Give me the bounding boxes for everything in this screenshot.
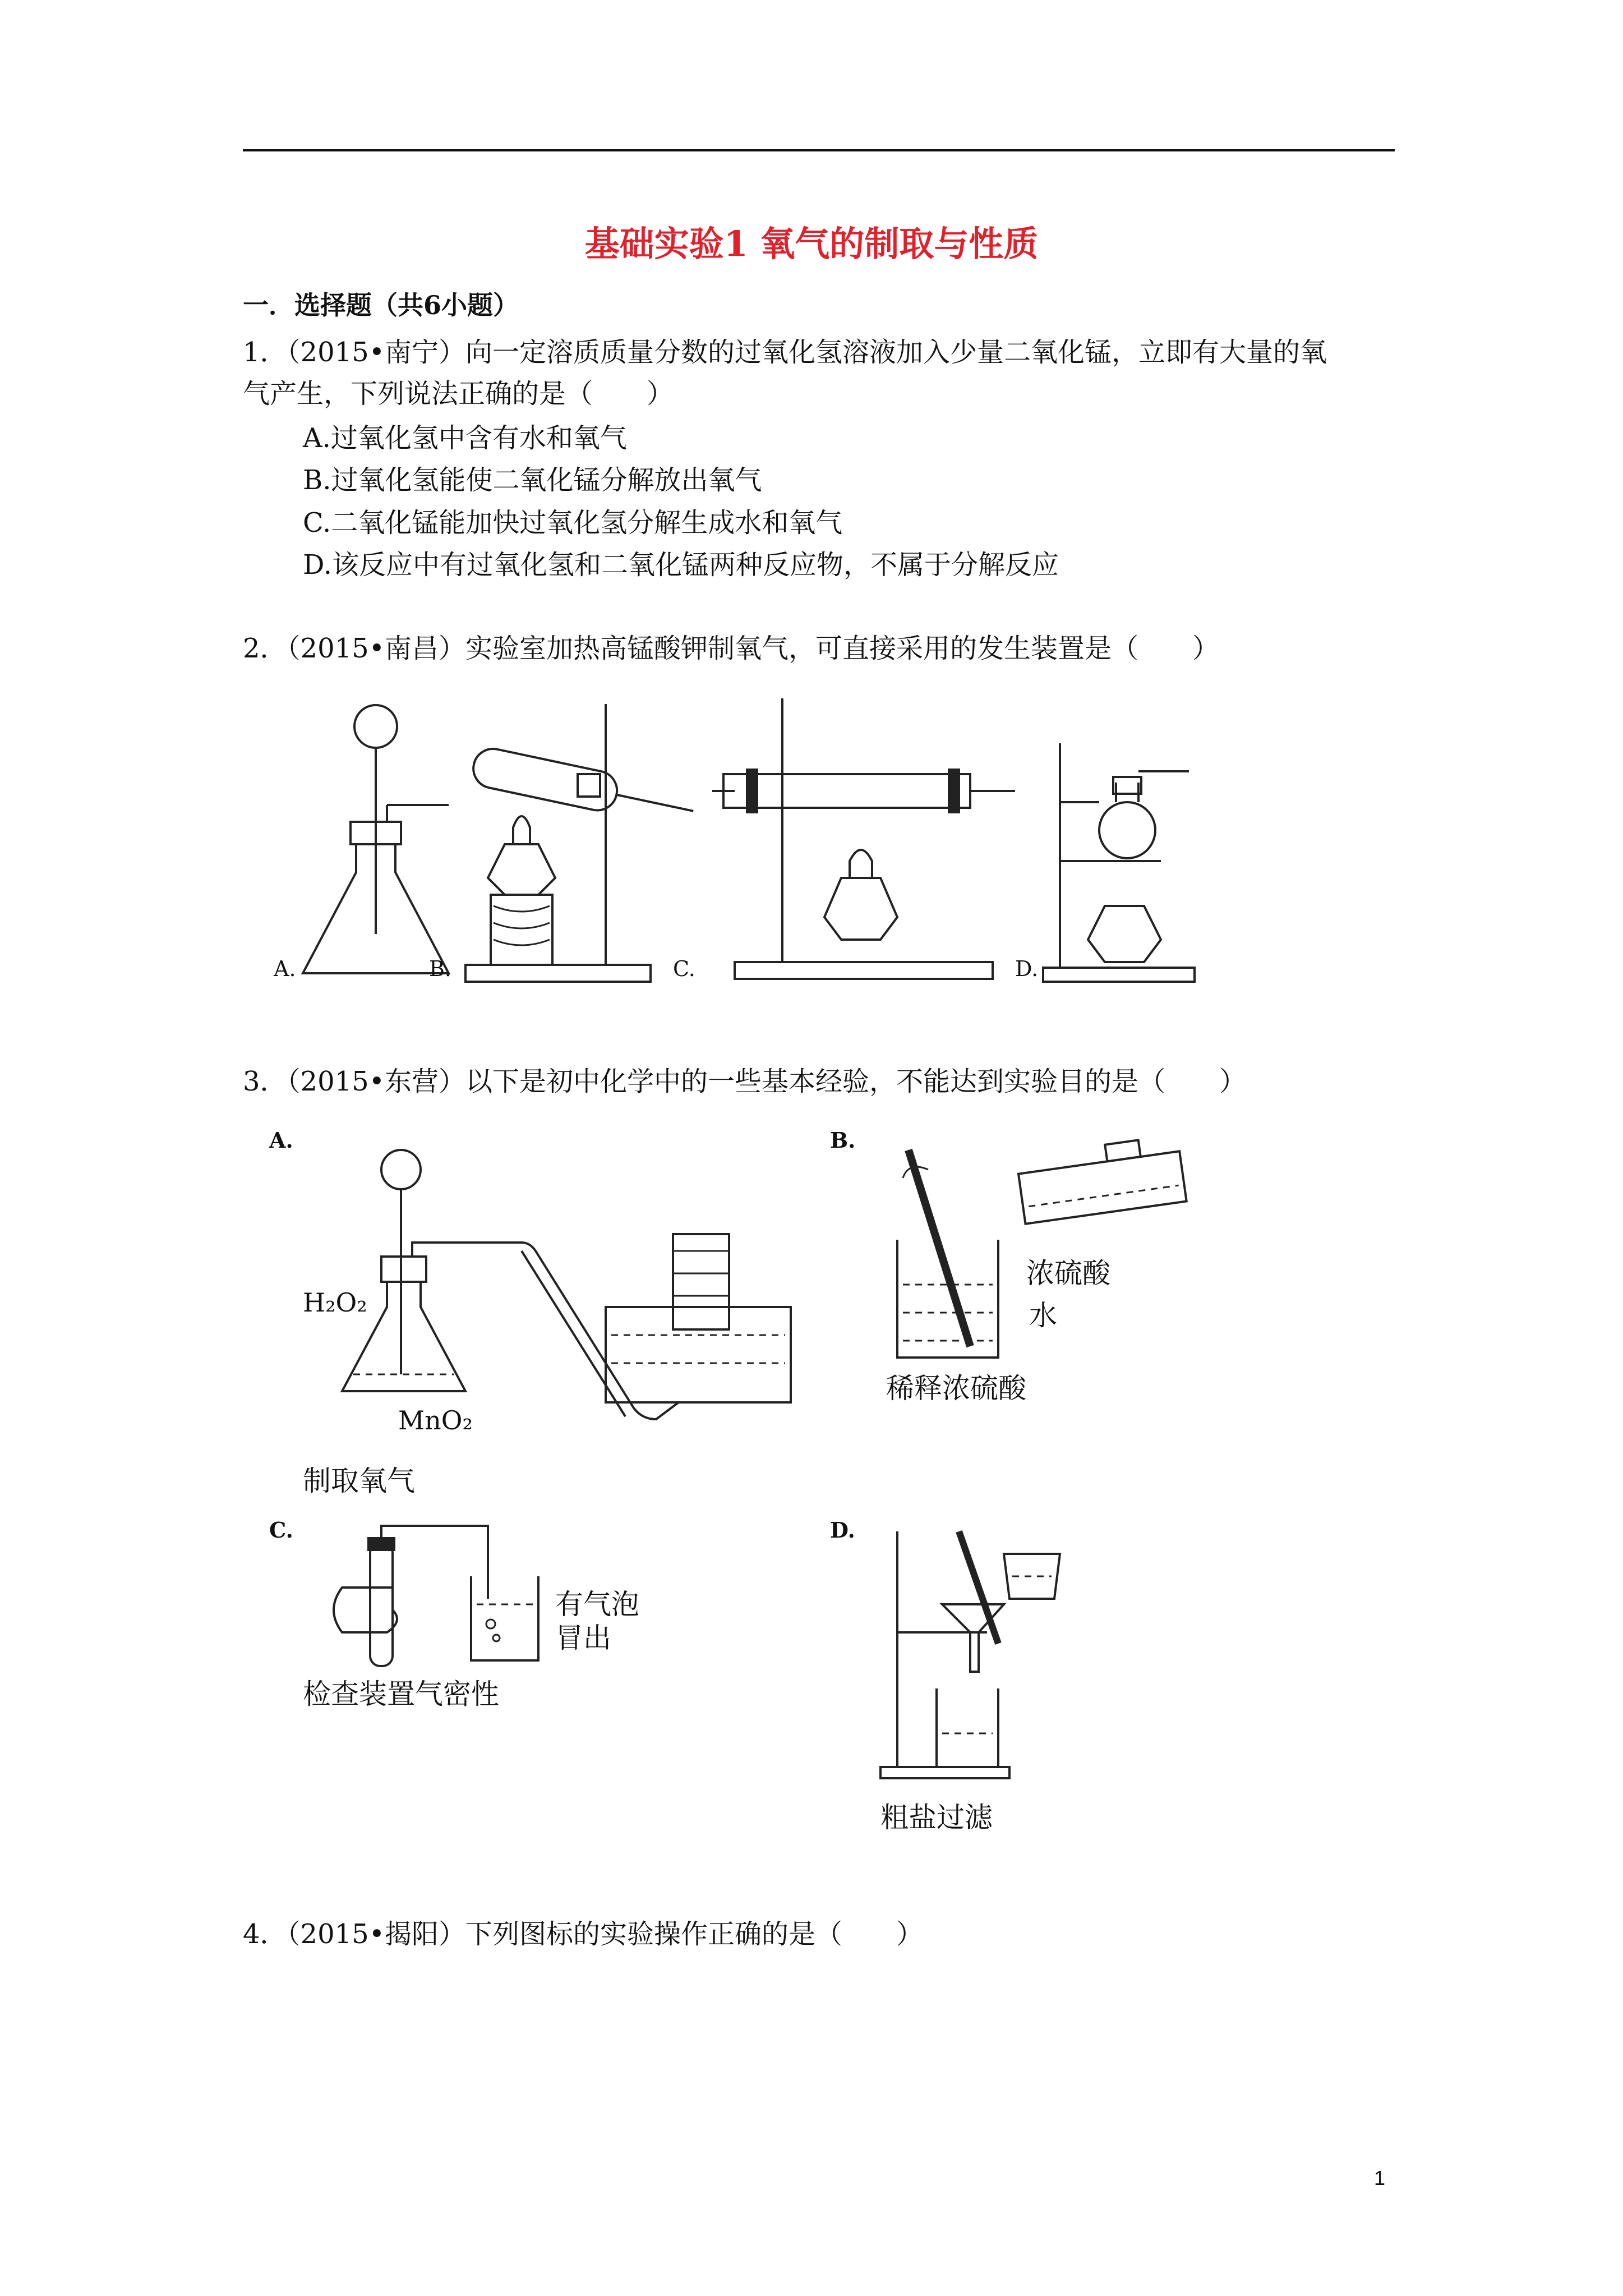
- question-3-figure: [241, 1116, 1251, 1857]
- q3c-caption: 检查装置气密性: [303, 1678, 499, 1710]
- question-1-option-a[interactable]: A.过氧化氢中含有水和氧气: [303, 422, 627, 454]
- q2-label-b: B.: [429, 956, 452, 981]
- question-1-line-1: 1．（2015•南宁）向一定溶质质量分数的过氧化氢溶液加入少量二氧化锰，立即有大量的氧: [243, 337, 1327, 368]
- question-1-option-b[interactable]: B.过氧化氢能使二氧化锰分解放出氧气: [303, 464, 762, 496]
- alcohol-lamp-icon: [460, 693, 701, 984]
- question-1-option-d[interactable]: D.该反应中有过氧化氢和二氧化锰两种反应物，不属于分解反应: [303, 549, 1059, 581]
- section-heading: 一．选择题（共6小题）: [243, 290, 519, 320]
- q3d-label: D.: [830, 1517, 855, 1543]
- question-4-line-1: 4．（2015•揭阳）下列图标的实验操作正确的是（ ）: [243, 1918, 924, 1950]
- q3c-bubbles-2: 冒出: [555, 1622, 611, 1654]
- q3b-label: B.: [830, 1128, 856, 1153]
- q2-label-c: C.: [673, 956, 695, 981]
- q3b-acid: 浓硫酸: [1026, 1257, 1110, 1290]
- question-2-figure: [269, 693, 1223, 990]
- question-1-option-c[interactable]: C.二氧化锰能加快过氧化氢分解生成水和氧气: [303, 507, 843, 539]
- page-number: 1: [1374, 2166, 1386, 2189]
- funnel-icon: [880, 1520, 1105, 1789]
- q3b-water: 水: [1029, 1299, 1057, 1332]
- question-1-line-2: 气产生，下列说法正确的是（ ）: [243, 378, 674, 409]
- q3c-label: C.: [269, 1517, 293, 1543]
- question-2-line-1: 2．（2015•南昌）实验室加热高锰酸钾制氧气，可直接采用的发生装置是（ ）: [243, 633, 1220, 664]
- gas-generation-icon: [336, 1139, 841, 1430]
- q3c-bubbles-1: 有气泡: [555, 1588, 639, 1621]
- q3a-mno2: MnO₂: [398, 1405, 473, 1435]
- q3a-caption: 制取氧气: [303, 1465, 415, 1497]
- q2-label-a: A.: [274, 956, 296, 981]
- header-rule: [243, 149, 1395, 151]
- q3a-h2o2: H₂O₂: [303, 1287, 367, 1318]
- question-3-line-1: 3．（2015•东营）以下是初中化学中的一些基本经验，不能达到实验目的是（ ）: [243, 1066, 1247, 1097]
- q3b-caption: 稀释浓硫酸: [886, 1372, 1026, 1405]
- page-title: 基础实验1 氧气的制取与性质: [584, 223, 1039, 264]
- iron-stand-icon: [712, 693, 1026, 984]
- round-flask-icon: [1038, 693, 1206, 984]
- conical-flask-icon: [292, 693, 460, 984]
- q3d-caption: 粗盐过滤: [880, 1801, 993, 1834]
- q3a-label: A.: [269, 1128, 293, 1153]
- q2-label-d: D.: [1015, 956, 1039, 981]
